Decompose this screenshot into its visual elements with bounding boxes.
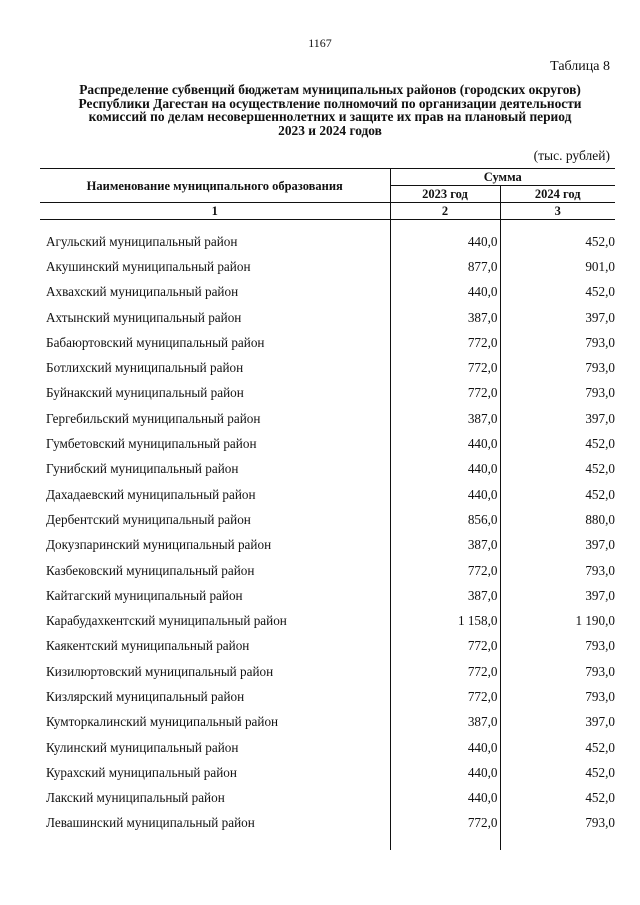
- amount-2023: 387,0: [390, 583, 500, 608]
- amount-2024: 880,0: [585, 511, 615, 527]
- amount-2024: 793,0: [585, 360, 615, 376]
- header-year-2023: 2023 год: [390, 186, 500, 203]
- table-row: [40, 735, 615, 760]
- table-row: [40, 710, 615, 735]
- amount-2023: 440,0: [390, 457, 500, 482]
- amount-2023: 440,0: [390, 482, 500, 507]
- column-number-3: 3: [500, 203, 615, 220]
- district-name: Дахадаевский муниципальный район: [40, 482, 390, 507]
- document-title: [50, 83, 610, 137]
- district-name: Карабудахкентский муниципальный район: [40, 608, 390, 633]
- district-name: Буйнакский муниципальный район: [40, 381, 390, 406]
- table-row: [40, 533, 615, 558]
- column-number-2: 2: [390, 203, 500, 220]
- amount-2024: 397,0: [585, 309, 615, 325]
- units-label: (тыс. рублей): [533, 148, 610, 163]
- amount-2023: 440,0: [390, 735, 500, 760]
- table-row: [40, 507, 615, 532]
- amount-2024: 793,0: [585, 562, 615, 578]
- table-row: [40, 431, 615, 456]
- district-name: Гергебильский муниципальный район: [40, 406, 390, 431]
- district-name: Кизилюртовский муниципальный район: [40, 659, 390, 684]
- district-name: Курахский муниципальный район: [40, 760, 390, 785]
- amount-2024: 901,0: [585, 258, 615, 274]
- table-row: [40, 786, 615, 811]
- amount-2023: 772,0: [390, 634, 500, 659]
- district-name: Агульский муниципальный район: [40, 229, 390, 254]
- amount-2023: 387,0: [390, 533, 500, 558]
- table-row: [40, 583, 615, 608]
- amount-2023: 387,0: [390, 710, 500, 735]
- district-name: Кулинский муниципальный район: [40, 735, 390, 760]
- amount-2024: 793,0: [585, 334, 615, 350]
- amount-2024: 452,0: [585, 284, 615, 300]
- title-line: Республики Дагестан на осуществление полномочий по организации деятельности: [78, 95, 582, 111]
- table-row: [40, 229, 615, 254]
- district-name: Дербентский муниципальный район: [40, 507, 390, 532]
- title-line: Распределение субвенций бюджетам муниципальных районов (городских округов): [79, 82, 581, 97]
- page-number: 1167: [308, 36, 332, 50]
- district-name: Казбековский муниципальный район: [40, 558, 390, 583]
- title-line: комиссий по делам несовершеннолетних и защите их прав на плановый период: [88, 109, 572, 124]
- amount-2023: 440,0: [390, 431, 500, 456]
- amount-2024: 793,0: [585, 663, 615, 679]
- amount-2024: 397,0: [585, 410, 615, 426]
- district-name: Гумбетовский муниципальный район: [40, 431, 390, 456]
- table-row: [40, 457, 615, 482]
- table-row: [40, 381, 615, 406]
- title-line: 2023 и 2024 годов: [278, 122, 382, 138]
- amount-2023: 772,0: [390, 330, 500, 355]
- district-name: Кизлярский муниципальный район: [40, 684, 390, 709]
- header-year-2024: 2024 год: [500, 186, 615, 203]
- amount-2023: 387,0: [390, 305, 500, 330]
- district-name: Каякентский муниципальный район: [40, 634, 390, 659]
- header-name: Наименование муниципального образования: [40, 169, 390, 203]
- amount-2024: 397,0: [585, 537, 615, 553]
- amount-2023: 1 158,0: [390, 608, 500, 633]
- district-name: Кайтагский муниципальный район: [40, 583, 390, 608]
- amount-2024: 793,0: [585, 638, 615, 654]
- amount-2023: 772,0: [390, 381, 500, 406]
- amount-2023: 877,0: [390, 254, 500, 279]
- amount-2024: 452,0: [585, 764, 615, 780]
- amount-2024: 452,0: [585, 233, 615, 249]
- district-name: Акушинский муниципальный район: [40, 254, 390, 279]
- amount-2024: 793,0: [585, 688, 615, 704]
- table-label: Таблица 8: [550, 59, 610, 74]
- district-name: Докузпаринский муниципальный район: [40, 533, 390, 558]
- amount-2023: 772,0: [390, 355, 500, 380]
- table-row: [40, 482, 615, 507]
- column-number-1: 1: [40, 203, 390, 220]
- table-row: [40, 355, 615, 380]
- table-row: [40, 811, 615, 836]
- amount-2023: 856,0: [390, 507, 500, 532]
- table-row: [40, 608, 615, 633]
- subvention-table: [40, 168, 615, 850]
- table-row: [40, 558, 615, 583]
- table-row: [40, 330, 615, 355]
- district-name: Ботлихский муниципальный район: [40, 355, 390, 380]
- district-name: Левашинский муниципальный район: [40, 811, 390, 836]
- amount-2024: 452,0: [585, 790, 615, 806]
- amount-2023: 772,0: [390, 558, 500, 583]
- table-row: [40, 760, 615, 785]
- header-sum: Сумма: [390, 169, 615, 186]
- amount-2024: 452,0: [585, 486, 615, 502]
- amount-2023: 772,0: [390, 659, 500, 684]
- table-body: [40, 220, 615, 851]
- table-row: [40, 305, 615, 330]
- amount-2024: 793,0: [585, 815, 615, 831]
- district-name: Бабаюртовский муниципальный район: [40, 330, 390, 355]
- amount-2024: 793,0: [585, 385, 615, 401]
- table-row: [40, 684, 615, 709]
- table-row: [40, 254, 615, 279]
- amount-2023: 440,0: [390, 760, 500, 785]
- district-name: Ахвахский муниципальный район: [40, 280, 390, 305]
- table-row: [40, 659, 615, 684]
- district-name: Гунибский муниципальный район: [40, 457, 390, 482]
- amount-2024: 452,0: [585, 461, 615, 477]
- amount-2023: 772,0: [390, 684, 500, 709]
- amount-2023: 440,0: [390, 229, 500, 254]
- amount-2024: 452,0: [585, 739, 615, 755]
- amount-2023: 772,0: [390, 811, 500, 836]
- district-name: Кумторкалинский муниципальный район: [40, 710, 390, 735]
- amount-2024: 397,0: [585, 587, 615, 603]
- district-name: Лакский муниципальный район: [40, 786, 390, 811]
- table-row: [40, 634, 615, 659]
- amount-2023: 387,0: [390, 406, 500, 431]
- amount-2024: 452,0: [585, 436, 615, 452]
- amount-2023: 440,0: [390, 280, 500, 305]
- amount-2024: 1 190,0: [575, 613, 615, 629]
- amount-2023: 440,0: [390, 786, 500, 811]
- amount-2024: 397,0: [585, 714, 615, 730]
- table-row: [40, 280, 615, 305]
- district-name: Ахтынский муниципальный район: [40, 305, 390, 330]
- table-row: [40, 406, 615, 431]
